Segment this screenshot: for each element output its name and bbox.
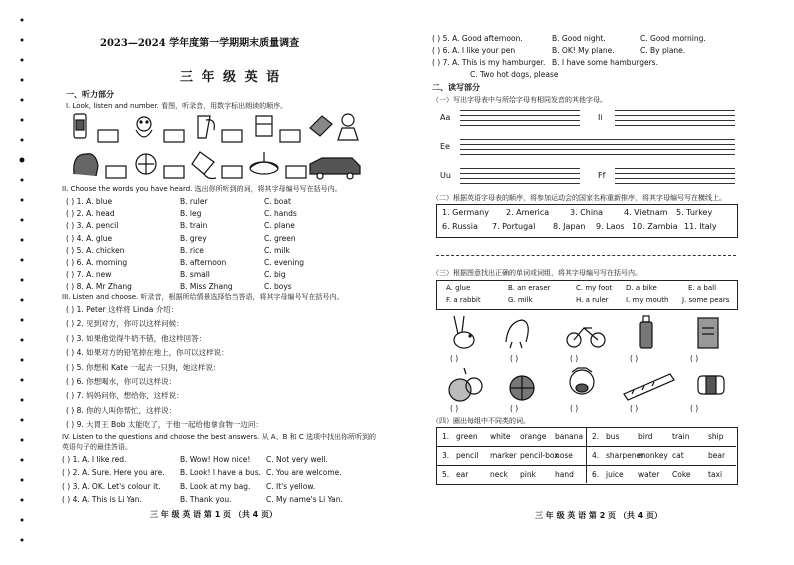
situation-question: ( ) 1. Peter 这样将 Linda 介绍： — [66, 305, 179, 314]
word-option: D. a bike — [626, 284, 657, 292]
choice-option: ( ) 7. A. new — [66, 270, 112, 280]
letter-Ee: Ee — [440, 142, 450, 151]
odd-word: 2. — [592, 432, 600, 441]
choice-option: ( ) 4. A. glue — [66, 233, 113, 243]
choice-option: ( ) 6. A. morning — [66, 258, 128, 267]
situation-question: ( ) 4. 如果对方的铅笔掉在地上，你可以这样说： — [66, 348, 229, 358]
word-option: I. my mouth — [626, 296, 669, 304]
word-option: J. some pears — [682, 296, 730, 304]
answer-option: C. Good morning. — [640, 34, 706, 43]
odd-word: monkey — [638, 451, 668, 460]
odd-word: orange — [520, 432, 547, 441]
country-name: 2. America — [506, 208, 550, 217]
odd-word: 4. — [592, 451, 600, 460]
section4-instruction: IV. Listen to the questions and choose the best answers. 从 A、B 和 C 选项中找出你所听到的英语句子的最佳答语。 — [62, 433, 376, 451]
reading-picture-row-2 — [436, 364, 736, 406]
answer-option: C. My name's Li Yan. — [266, 494, 343, 504]
choice-option: C. hands — [264, 209, 297, 219]
odd-word: cat — [672, 451, 684, 460]
country-name: 6. Russia — [442, 222, 478, 231]
country-name: 4. Vietnam — [624, 208, 668, 217]
country-name: 9. Laos — [596, 222, 625, 231]
answer-option: B. Good night. — [552, 34, 606, 43]
answer-option: B. Look at my bag. — [180, 481, 251, 491]
letter-Aa: Aa — [440, 113, 451, 122]
reading-section3-instruction: （三）根据图意找出正确的单词或词组，将其字母编号写在括号内。 — [432, 269, 642, 277]
situation-question: ( ) 7. 妈妈问你，想给你，这样说： — [66, 391, 184, 401]
odd-word: juice — [606, 470, 624, 479]
answer-bracket: ( ) — [450, 354, 459, 363]
situation-question: ( ) 3. 如果他觉得牛奶不错，他这样回答： — [66, 333, 207, 343]
odd-word: ear — [456, 470, 469, 479]
picture-row-1 — [66, 110, 366, 146]
choice-option: C. evening — [264, 258, 305, 267]
choice-option: B. ruler — [180, 197, 208, 206]
odd-word: ship — [708, 432, 724, 441]
country-name: 10. Zambia — [632, 222, 678, 231]
answer-option: C. By plane. — [640, 46, 686, 55]
situation-question: ( ) 2. 见到对方，你可以这样问候： — [66, 319, 184, 329]
reading-section4-instruction: （四）圈出每组中不同类的词。 — [432, 417, 530, 425]
choice-option: ( ) 2. A. head — [66, 209, 115, 219]
odd-word: 1. — [442, 432, 450, 441]
letter-Ii: Ii — [598, 113, 603, 122]
answer-bracket: ( ) — [690, 404, 699, 413]
answer-option: ( ) 2. A. Sure. Here you are. — [62, 468, 165, 478]
country-name: 7. Portugal — [492, 222, 536, 231]
word-option: G. milk — [508, 296, 533, 304]
answer-bracket: ( ) — [450, 404, 459, 413]
word-option: E. a ball — [688, 284, 717, 292]
odd-word: bus — [606, 432, 620, 441]
part1-heading: 一、听力部分 — [66, 90, 114, 99]
section1-instruction: I. Look, listen and number. 看图，听录音，用数字标出朗读的顺序。 — [66, 102, 288, 110]
country-name: 8. Japan — [553, 222, 586, 231]
answer-option: B. Look! I have a bus. — [180, 468, 262, 478]
answer-bracket: ( ) — [570, 354, 579, 363]
exam-header: 2023—2024 学年度第一学期期末质量调查 — [100, 38, 300, 49]
choice-option: B. afternoon — [180, 258, 227, 267]
answer-bracket: ( ) — [630, 354, 639, 363]
odd-word-table — [436, 427, 738, 485]
answer-bracket: ( ) — [510, 354, 519, 363]
answer-option: C. You are welcome. — [266, 468, 342, 478]
answer-option: ( ) 6. A. I like your pen — [432, 46, 516, 55]
answer-bracket: ( ) — [570, 404, 579, 413]
choice-option: C. green — [264, 233, 296, 243]
odd-word: pencil-box — [520, 451, 559, 460]
answer-option: B. OK! My plane. — [552, 46, 615, 55]
situation-question: ( ) 5. 你想和 Kate 一起去一只狗，她这样说： — [66, 362, 221, 372]
odd-word: water — [638, 470, 660, 479]
country-name: 1. Germany — [442, 208, 489, 217]
choice-option: B. small — [180, 270, 210, 280]
answer-option: B. Wow! How nice! — [180, 455, 251, 464]
answer-bracket: ( ) — [630, 404, 639, 413]
choice-option: C. boys — [264, 282, 292, 292]
country-name: 5. Turkey — [676, 208, 713, 217]
letter-Uu: Uu — [440, 171, 451, 180]
choice-option: B. train — [180, 221, 208, 231]
answer-option: ( ) 5. A. Good afternoon. — [432, 34, 523, 43]
odd-word: nose — [555, 451, 573, 460]
listening-row-7-option-c: C. Two hot dogs, please — [470, 70, 559, 79]
odd-word: neck — [490, 470, 508, 479]
part2-heading: 二、读写部分 — [432, 83, 480, 92]
odd-word: 6. — [592, 470, 600, 479]
word-option: A. glue — [446, 284, 471, 292]
picture-row-2 — [66, 146, 366, 182]
choice-option: ( ) 1. A. blue — [66, 197, 113, 206]
answer-option: B. I have some hamburgers. — [552, 58, 658, 67]
answer-bracket: ( ) — [510, 404, 519, 413]
odd-word: marker — [490, 451, 517, 460]
answer-option: ( ) 1. A. I like red. — [62, 455, 127, 464]
country-name: 3. China — [570, 208, 604, 217]
choice-option: B. leg — [180, 209, 202, 219]
odd-word: pencil — [456, 451, 479, 460]
choice-option: ( ) 5. A. chicken — [66, 245, 125, 255]
situation-question: ( ) 9. 大胃王 Bob 太能吃了，于他一起给他拿食物一边问： — [66, 420, 263, 430]
situation-question: ( ) 6. 你想喝水，你可以这样说： — [66, 377, 177, 386]
answer-option: C. It's yellow. — [266, 481, 316, 491]
odd-word: bear — [708, 451, 726, 460]
choice-option: ( ) 8. A. Mr Zhang — [66, 282, 132, 292]
choice-option: ( ) 3. A. pencil — [66, 221, 119, 231]
odd-word: 3. — [442, 451, 450, 460]
word-option: H. a ruler — [576, 296, 609, 304]
choice-option: B. Miss Zhang — [180, 282, 233, 292]
choice-option: B. grey — [180, 233, 207, 243]
odd-word: white — [490, 432, 511, 441]
exam-title: 三 年 级 英 语 — [180, 70, 282, 85]
reading-picture-row-1 — [436, 312, 736, 352]
answer-bracket: ( ) — [690, 354, 699, 363]
binding-margin-dots — [17, 0, 27, 561]
word-option: F. a rabbit — [446, 296, 481, 304]
table-divider — [586, 427, 587, 483]
answer-option: ( ) 4. A. This is Li Yan. — [62, 494, 142, 504]
odd-word: hand — [555, 470, 574, 479]
reading-section1-instruction: （一）写出字母表中与所给字母有相同发音的其他字母。 — [432, 96, 607, 104]
situation-question: ( ) 8. 你的人叫你帮忙，这样说： — [66, 405, 177, 415]
odd-word: green — [456, 432, 478, 441]
country-name: 11. Italy — [684, 222, 717, 231]
right-page-footer: 三 年 级 英 语 第 2 页 （共 4 页） — [535, 511, 662, 520]
choice-option: C. plane — [264, 221, 295, 231]
answer-option: ( ) 3. A. OK. Let's colour it. — [62, 481, 161, 491]
odd-word: pink — [520, 470, 536, 479]
odd-word: sharpener — [606, 451, 645, 460]
choice-option: B. rice — [180, 245, 204, 255]
answer-option: C. Not very well. — [266, 455, 328, 464]
choice-option: C. boat — [264, 197, 291, 206]
reading-section2-instruction: （二）根据英语字母表的顺序，将参加运动会的国家名称重新排序，将其字母编号写在横线上。 — [432, 194, 726, 202]
left-page-footer: 三 年 级 英 语 第 1 页 （共 4 页） — [150, 510, 277, 519]
choice-option: C. big — [264, 270, 286, 280]
odd-word: train — [672, 432, 690, 441]
odd-word: Coke — [672, 470, 691, 479]
letter-Ff: Ff — [598, 171, 606, 180]
choice-option: C. milk — [264, 245, 290, 255]
section3-instruction: III. Listen and choose. 听录音，根据所给情景选择恰当答语，将其字母编号写在括号内。 — [62, 293, 344, 301]
section2-instruction: II. Choose the words you have heard. 选出你所听到的词，将其字母编号写在括号内。 — [62, 185, 342, 193]
word-option: B. an eraser — [508, 284, 551, 292]
word-option: C. my foot — [576, 284, 613, 292]
odd-word: 5. — [442, 470, 450, 479]
odd-word: taxi — [708, 470, 723, 479]
odd-word: banana — [555, 432, 584, 441]
odd-word: bird — [638, 432, 653, 441]
answer-option: B. Thank you. — [180, 494, 232, 504]
answer-option: ( ) 7. A. This is my hamburger. — [432, 58, 546, 67]
